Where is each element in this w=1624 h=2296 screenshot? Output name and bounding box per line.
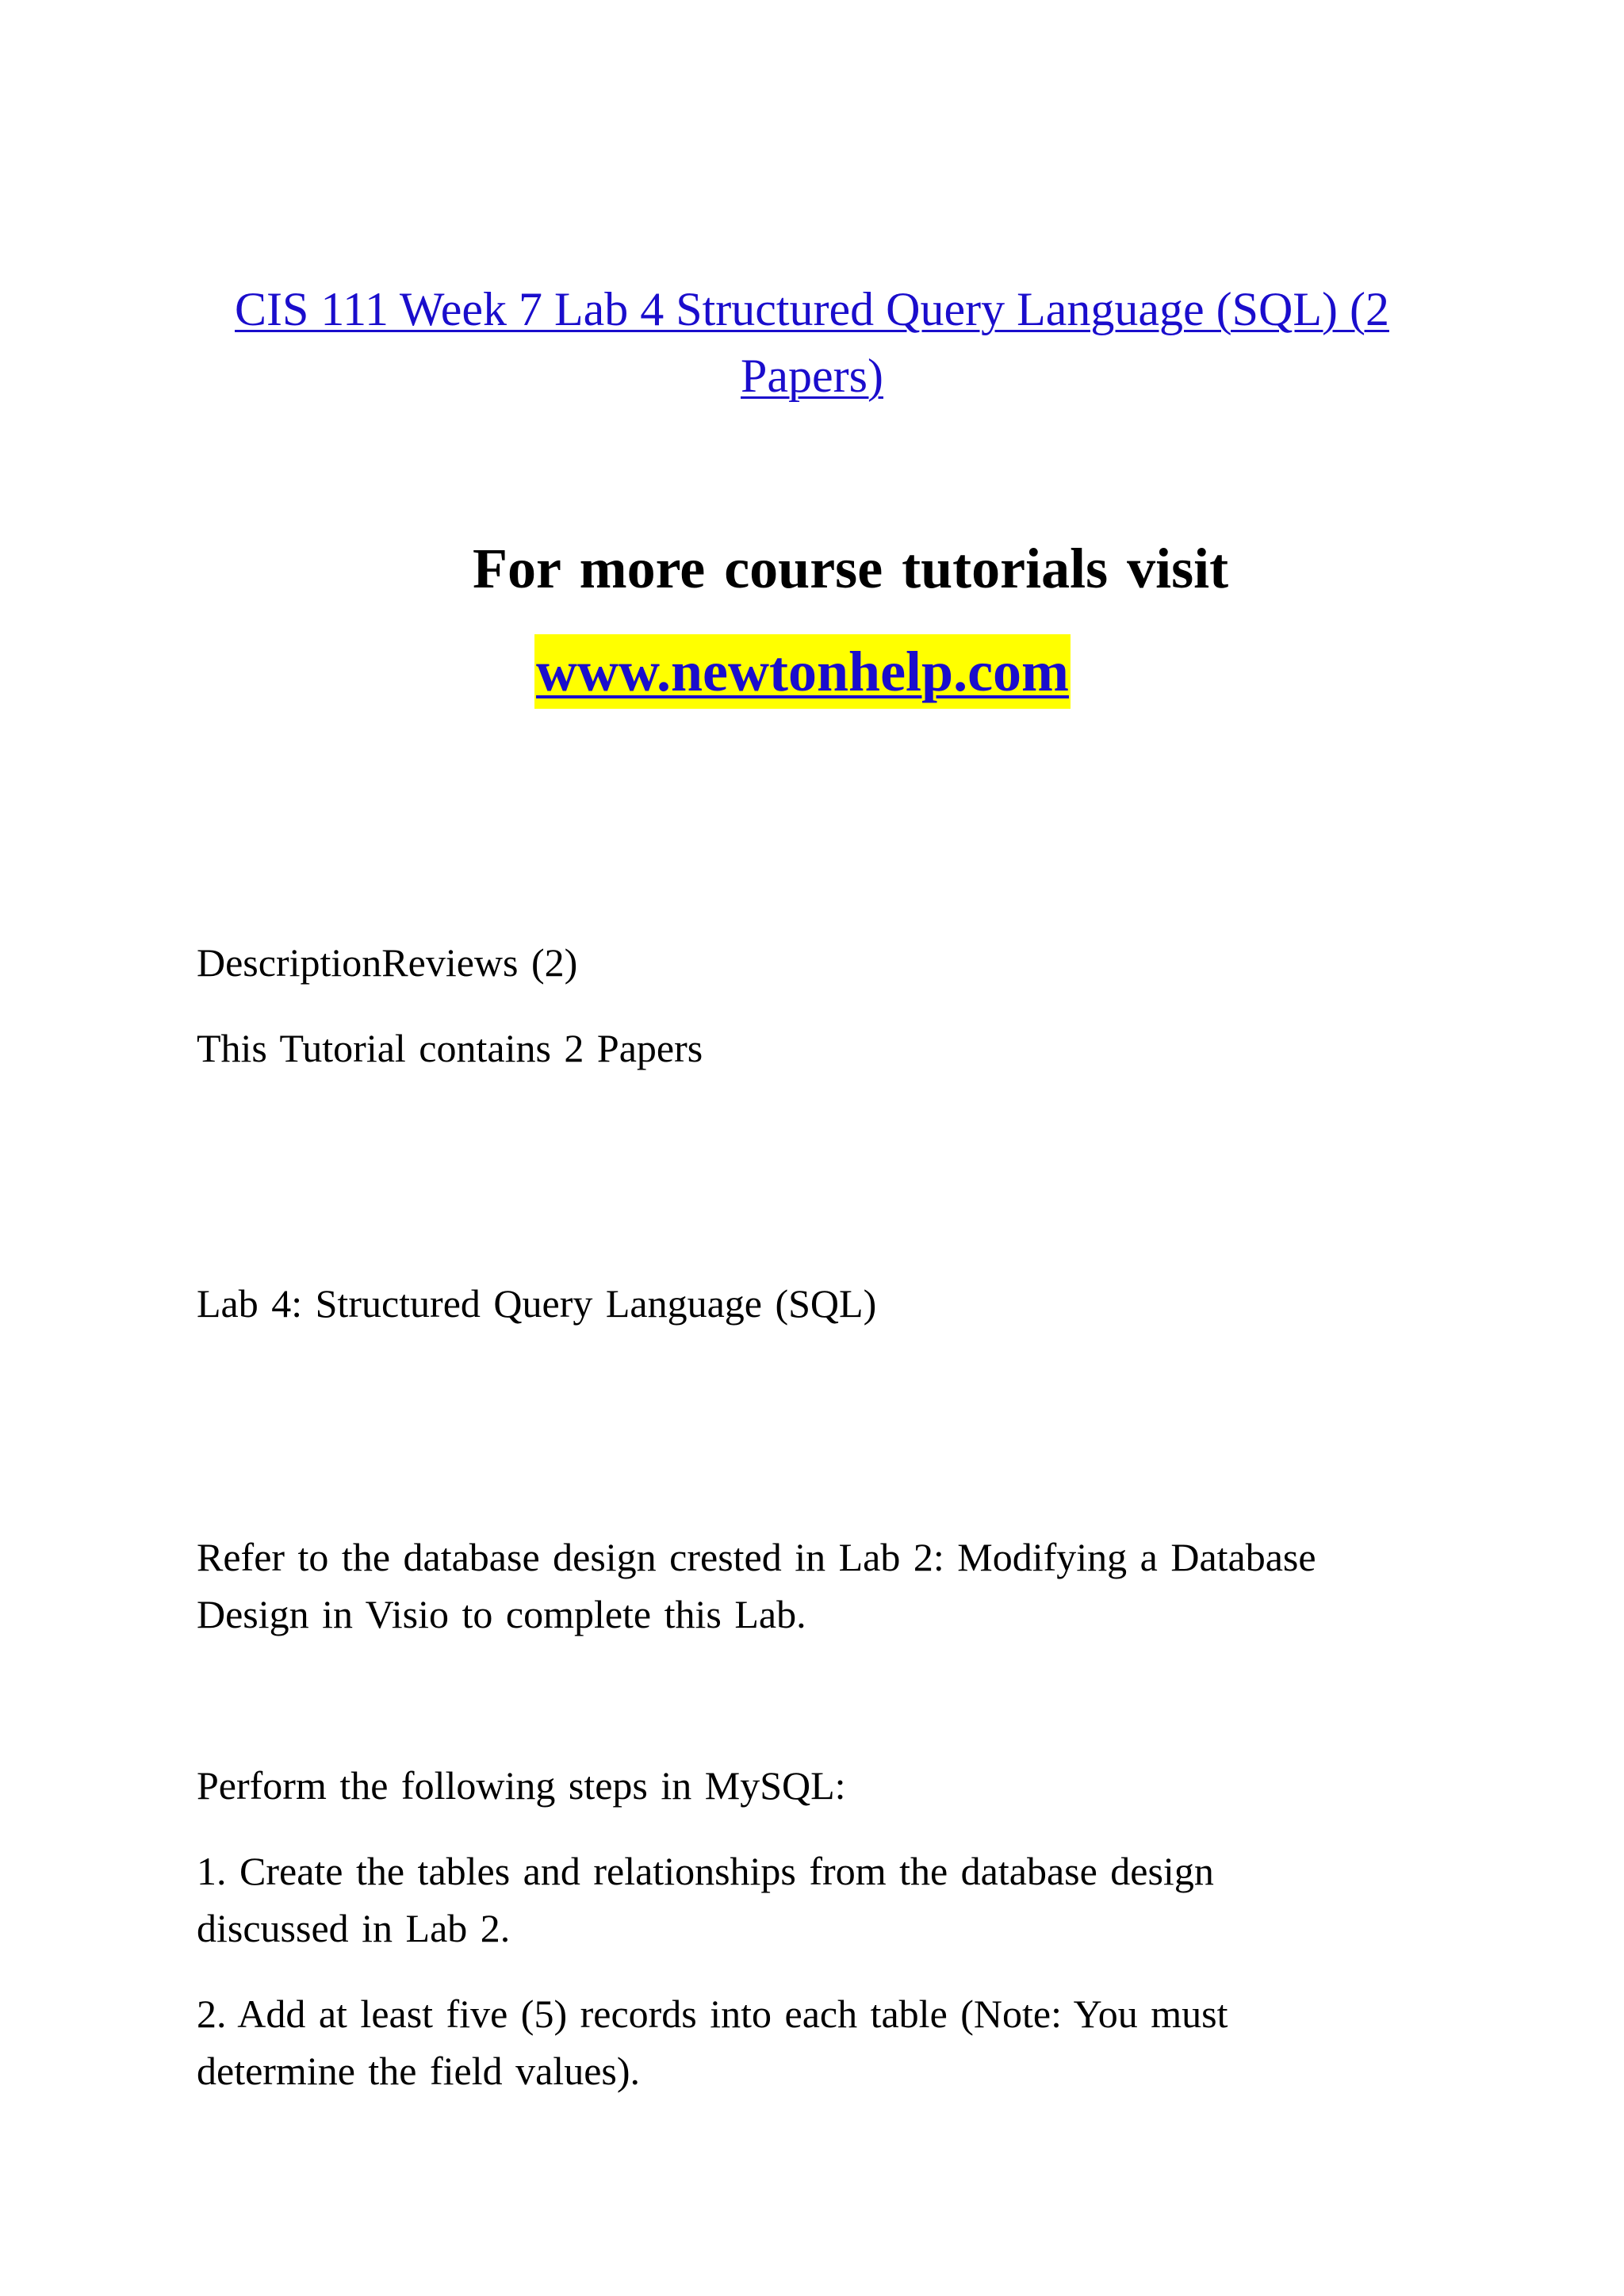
- refer-paragraph-line-2: Design in Visio to complete this Lab.: [197, 1592, 806, 1636]
- description-reviews-text: DescriptionReviews (2): [197, 940, 578, 985]
- website-link[interactable]: www.newtonhelp.com: [534, 634, 1071, 709]
- perform-steps-intro: Perform the following steps in MySQL:: [197, 1763, 846, 1808]
- step-1-line-1: 1. Create the tables and relationships from the database design: [197, 1849, 1214, 1893]
- lab-title: Lab 4: Structured Query Language (SQL): [197, 1281, 877, 1326]
- visit-heading: For more course tutorials visit: [473, 537, 1229, 600]
- step-1-line-2: discussed in Lab 2.: [197, 1906, 511, 1950]
- refer-paragraph-line-1: Refer to the database design crested in Lab 2: Modifying a Database: [197, 1535, 1316, 1579]
- step-2-line-1: 2. Add at least five (5) records into each table (Note: You must: [197, 1992, 1228, 2036]
- title-link[interactable]: CIS 111 Week 7 Lab 4 Structured Query Language (SQL) (2 Papers): [235, 283, 1389, 402]
- tutorial-contains-text: This Tutorial contains 2 Papers: [197, 1026, 703, 1070]
- step-2-line-2: determine the field values).: [197, 2049, 640, 2093]
